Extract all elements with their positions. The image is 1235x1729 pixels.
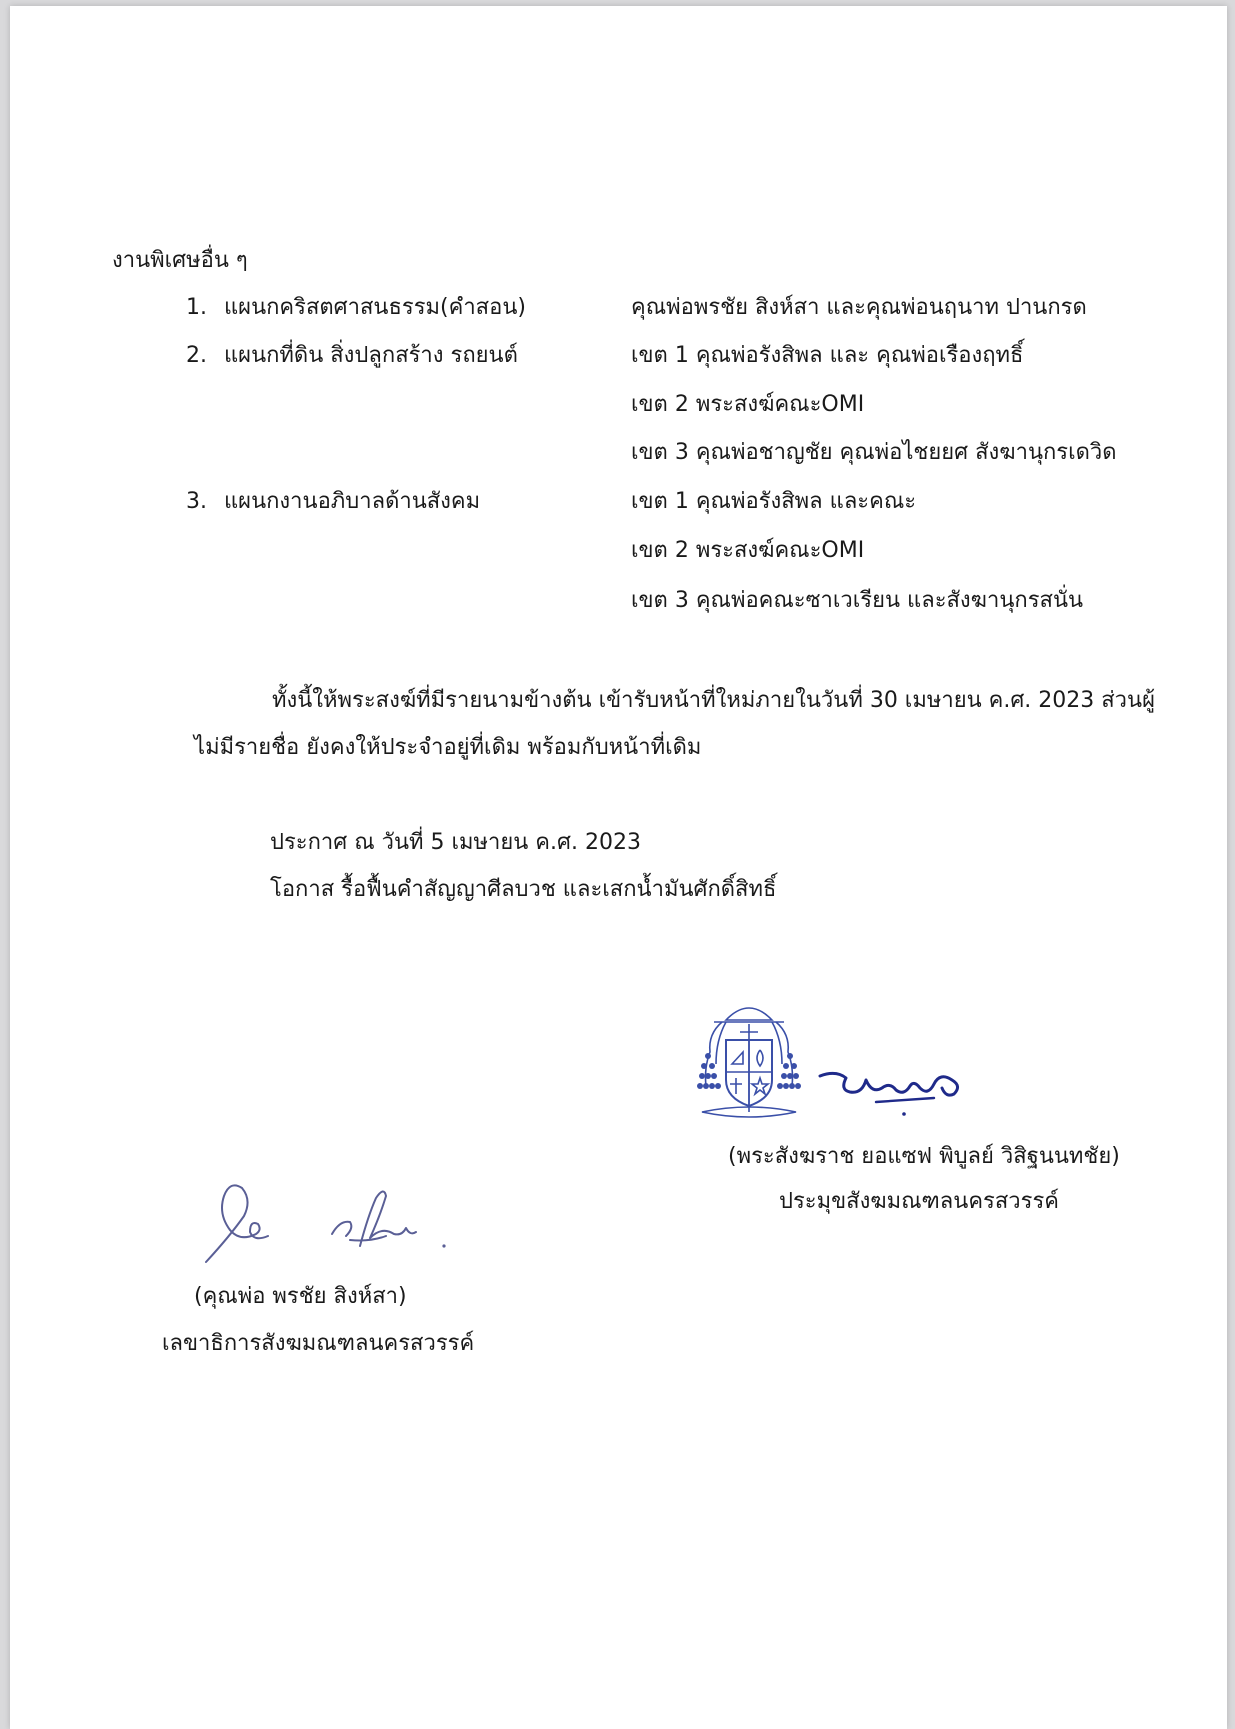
assignment-text: เขต 3 คุณพ่อชาญชัย คุณพ่อไชยยศ สังฆานุกรเดวิด	[631, 440, 1117, 465]
assignment-text: เขต 3 คุณพ่อคณะซาเวเรียน และสังฆานุกรสนั่น	[631, 588, 1084, 613]
department-name: แผนกคริสตศาสนธรรม(คำสอน)	[224, 295, 526, 320]
department-name: แผนกงานอภิบาลด้านสังคม	[224, 489, 481, 514]
assignment-text: เขต 2 พระสงฆ์คณะOMI	[631, 392, 865, 417]
announcement-occasion: โอกาส รื้อฟื้นคำสัญญาศีลบวช และเสกน้ำมันศักดิ์สิทธิ์	[270, 877, 777, 902]
assignment-text: เขต 1 คุณพ่อรังสิพล และ คุณพ่อเรืองฤทธิ์	[631, 343, 1024, 368]
item-number: 2.	[186, 343, 207, 368]
section-heading: งานพิเศษอื่น ๆ	[112, 248, 248, 273]
department-name: แผนกที่ดิน สิ่งปลูกสร้าง รถยนต์	[224, 343, 518, 368]
coat-of-arms-emblem	[686, 994, 812, 1130]
bishop-title: ประมุขสังฆมณฑลนครสวรรค์	[779, 1189, 1059, 1214]
bishop-signature	[816, 1058, 976, 1120]
announcement-date: ประกาศ ณ วันที่ 5 เมษายน ค.ศ. 2023	[270, 830, 641, 855]
paragraph-line: ทั้งนี้ให้พระสงฆ์ที่มีรายนามข้างต้น เข้ารับหน้าที่ใหม่ภายในวันที่ 30 เมษายน ค.ศ. 2023 ส่วนผู้	[272, 688, 1155, 713]
bishop-name: (พระสังฆราช ยอแซฟ พิบูลย์ วิสิฐนนทชัย)	[728, 1144, 1120, 1169]
paragraph-line: ไม่มีรายชื่อ ยังคงให้ประจำอยู่ที่เดิม พร้อมกับหน้าที่เดิม	[194, 735, 702, 760]
item-number: 3.	[186, 489, 207, 514]
assignment-text: เขต 2 พระสงฆ์คณะOMI	[631, 538, 865, 563]
secretary-title: เลขาธิการสังฆมณฑลนครสวรรค์	[162, 1331, 475, 1356]
assignment-text: คุณพ่อพรชัย สิงห์สา และคุณพ่อนฤนาท ปานกรด	[631, 295, 1087, 320]
secretary-name: (คุณพ่อ พรชัย สิงห์สา)	[194, 1284, 407, 1309]
secretary-signature	[200, 1176, 460, 1268]
item-number: 1.	[186, 295, 207, 320]
document-page	[10, 6, 1227, 1729]
assignment-text: เขต 1 คุณพ่อรังสิพล และคณะ	[631, 489, 917, 514]
